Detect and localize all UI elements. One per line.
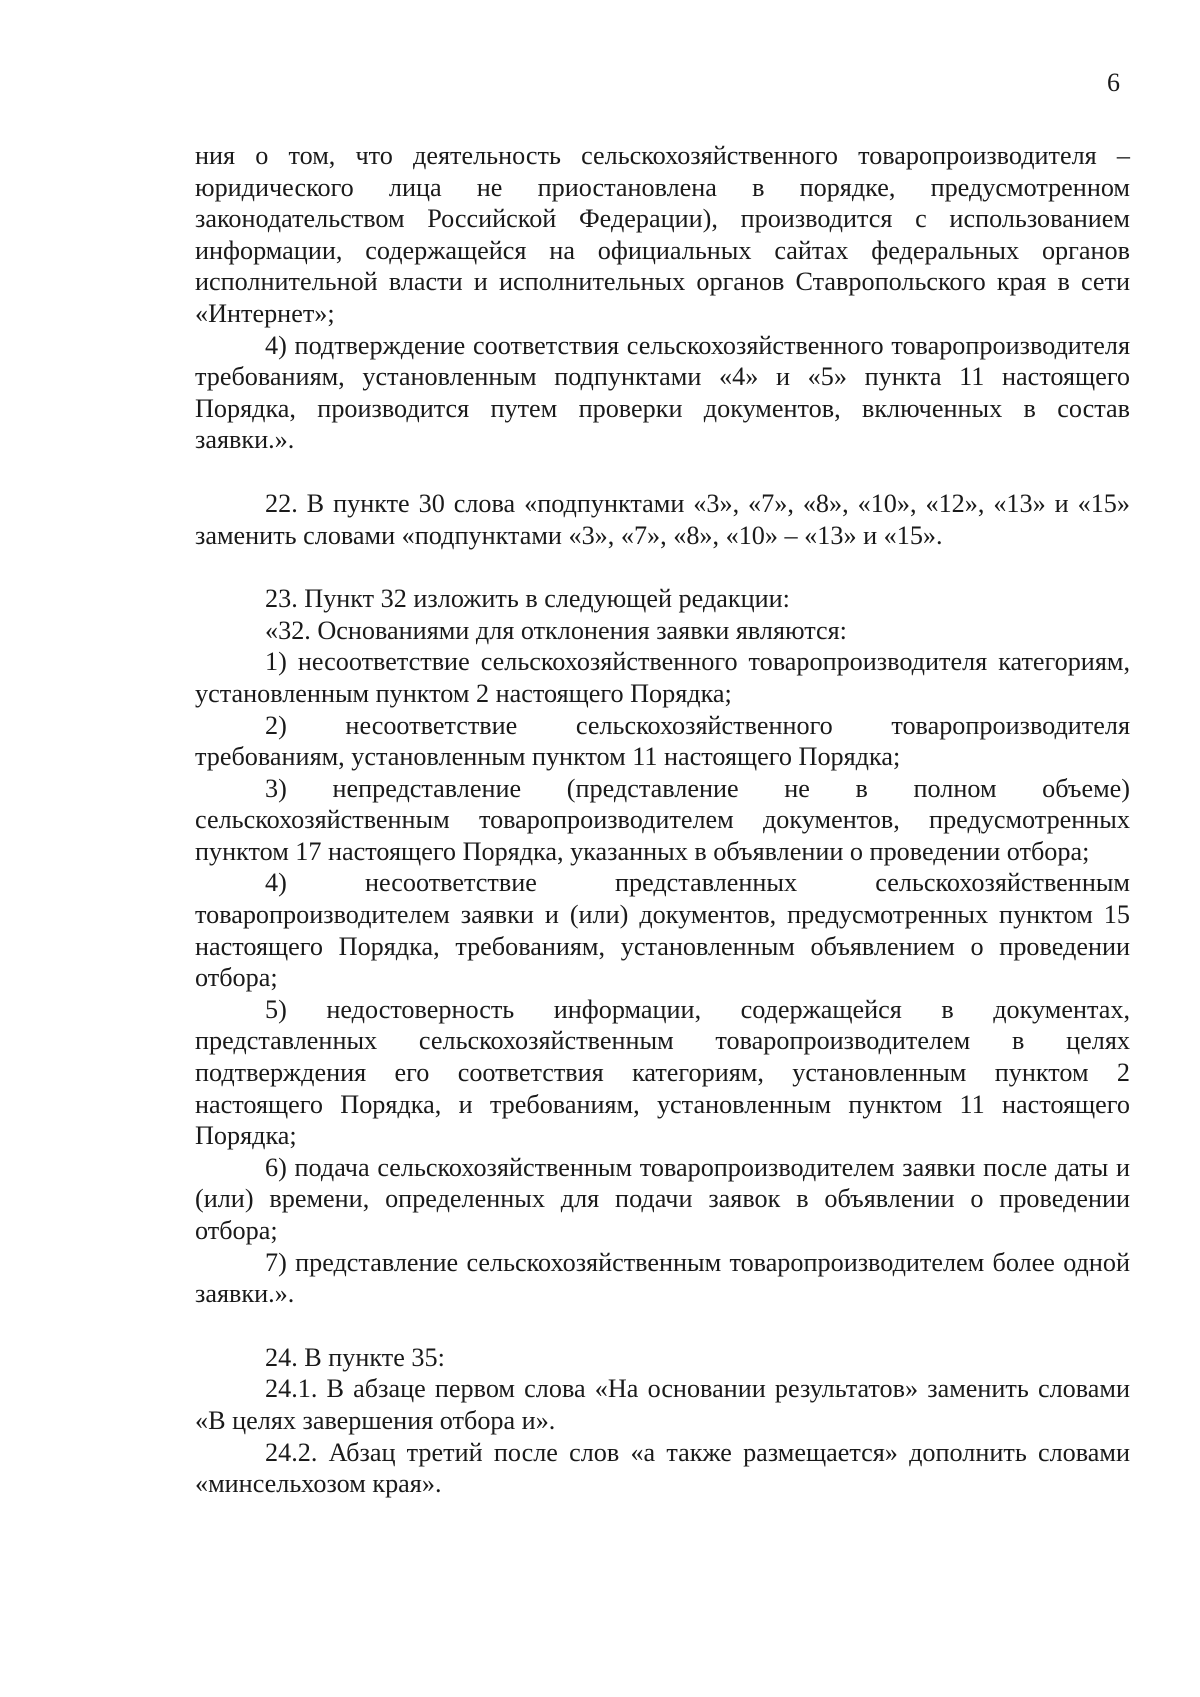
paragraph-continuation: ния о том, что деятельность сельскохозяйственного товаропроизводителя – юридического лица не приостановлена в порядке, предусмотренном законодательством Российской Федерации), производится с использованием информации, содержащейся на официальных сайтах федеральных органов исполнительной власти и исполнительных органов Ставропольского края в сети «Интернет»; [195, 141, 1130, 328]
paragraph-item-32-heading: «32. Основаниями для отклонения заявки являются: [265, 615, 847, 645]
paragraph-ground-1: 1) несоответствие сельскохозяйственного товаропроизводителя категориям, установленным пунктом 2 настоящего Порядка; [195, 647, 1130, 708]
document-body [195, 140, 1130, 1500]
paragraph-item-24-2: 24.2. Абзац третий после слов «а также размещается» дополнить словами «минсельхозом края». [195, 1437, 1130, 1499]
paragraph-ground-2: 2) несоответствие сельскохозяйственного товаропроизводителя требованиям, установленным пунктом 11 настоящего Порядка; [195, 710, 1130, 772]
paragraph-item-24-1: 24.1. В абзаце первом слова «На основании результатов» заменить словами «В целях завершения отбора и». [195, 1374, 1130, 1435]
paragraph-ground-5: 5) недостоверность информации, содержащейся в документах, представленных сельскохозяйственным товаропроизводителем в целях подтверждения его соответствия категориям, установленным пунктом 2 настоящего Порядка, и требованиям, установленным пунктом 11 настоящего Порядка; [195, 994, 1130, 1151]
paragraph-item-23: 23. Пункт 32 изложить в следующей редакции: [265, 584, 790, 614]
paragraph-ground-4: 4) несоответствие представленных сельскохозяйственным товаропроизводителем заявки и (или) документов, предусмотренных пунктом 15 настоящего Порядка, требованиям, установленным объявлением о проведении отбора; [195, 868, 1130, 993]
page-number: 6 [1107, 68, 1120, 97]
paragraph-item-22: 22. В пункте 30 слова «подпунктами «3», «7», «8», «10», «12», «13» и «15» заменить словами «подпунктами «3», «7», «8», «10» – «13» и «15». [195, 488, 1130, 550]
paragraph-subitem-4: 4) подтверждение соответствия сельскохозяйственного товаропроизводителя требованиям, установленным подпунктами «4» и «5» пункта 11 настоящего Порядка, производится путем проверки документов, включенных в состав заявки.». [195, 330, 1130, 455]
paragraph-ground-7: 7) представление сельскохозяйственным товаропроизводителем более одной заявки.». [195, 1247, 1130, 1309]
paragraph-ground-6: 6) подача сельскохозяйственным товаропроизводителем заявки после даты и (или) времени, определенных для подачи заявок в объявлении о проведении отбора; [195, 1152, 1130, 1245]
paragraph-ground-3: 3) непредставление (представление не в полном объеме) сельскохозяйственным товаропроизводителем документов, предусмотренных пунктом 17 настоящего Порядка, указанных в объявлении о проведении отбора; [195, 773, 1130, 866]
paragraph-item-24: 24. В пункте 35: [265, 1342, 445, 1372]
